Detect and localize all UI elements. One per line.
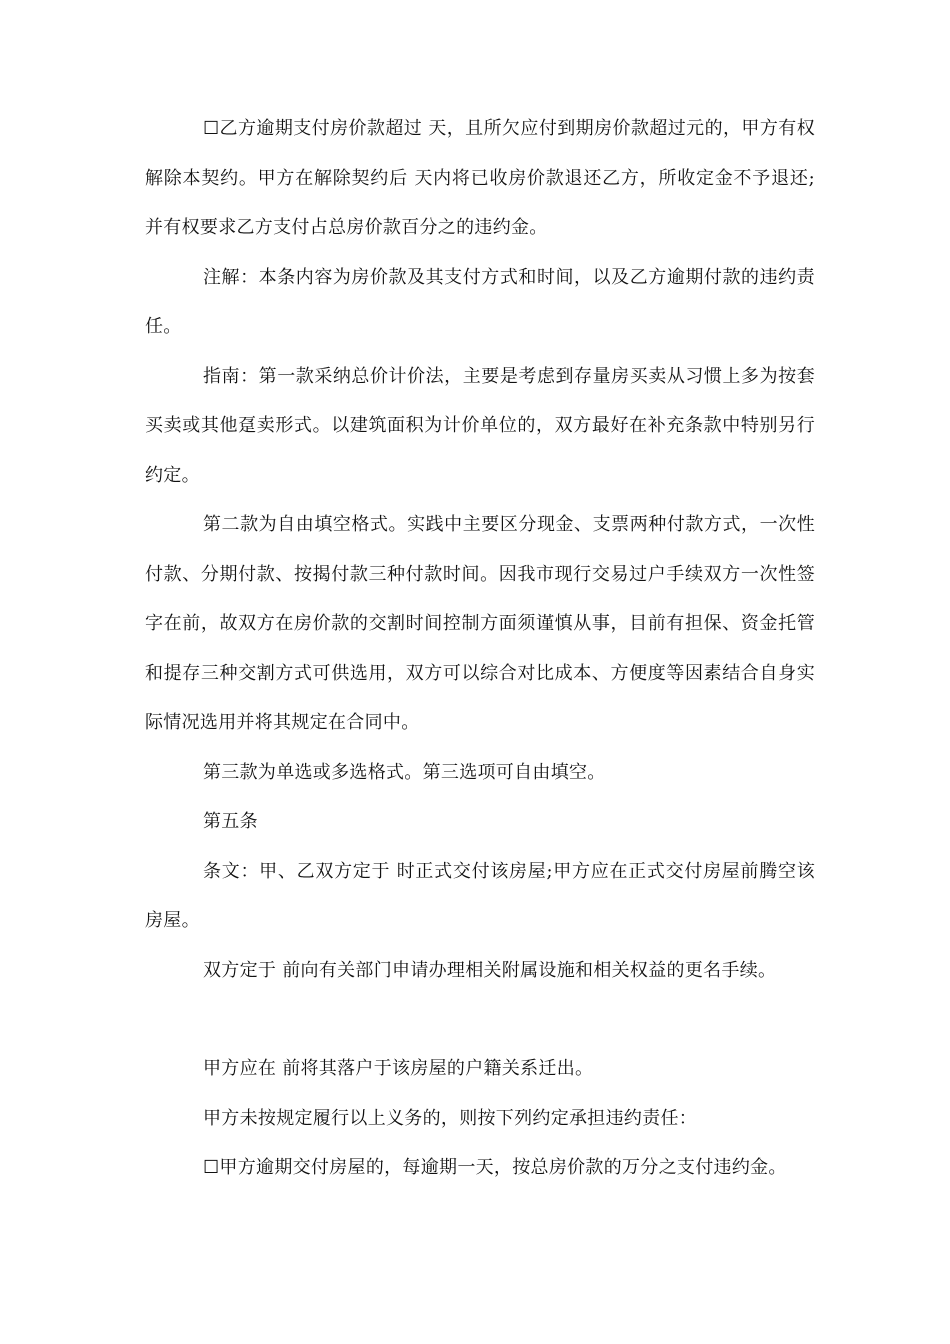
article-heading: 第五条 [203, 811, 258, 832]
paragraph-article-text: 条文：甲、乙双方定于 时正式交付该房屋;甲方应在正式交付房屋前腾空该房屋。 [145, 860, 815, 931]
paragraph-rename-procedure: 双方定于 前向有关部门申请办理相关附属设施和相关权益的更名手续。 [203, 959, 777, 981]
document-body [145, 104, 815, 1193]
spacer [145, 995, 815, 1044]
paragraph-liability-intro: 甲方未按规定履行以上义务的，则按下列约定承担违约责任： [203, 1107, 698, 1129]
paragraph-late-payment-clause: ☐乙方逾期支付房价款超过 天，且所欠应付到期房价款超过元的，甲方有权解除本契约。甲方在解除契约后 天内将已收房价款退还乙方，所收定金不予退还;并有权要求乙方支付占总房价款百分之的违约金。 [145, 118, 815, 238]
paragraph-late-delivery-clause: ☐甲方逾期交付房屋的，每逾期一天，按总房价款的万分之支付违约金。 [203, 1157, 787, 1178]
paragraph-household-registration: 甲方应在 前将其落户于该房屋的户籍关系迁出。 [203, 1058, 594, 1079]
paragraph-guide-clause-1: 指南：第一款采纳总价计价法，主要是考虑到存量房买卖从习惯上多为按套买卖或其他趸卖形式。以建筑面积为计价单位的，双方最好在补充条款中特别另行约定。 [145, 365, 815, 486]
paragraph-guide-clause-2: 第二款为自由填空格式。实践中主要区分现金、支票两种付款方式，一次性付款、分期付款、按揭付款三种付款时间。因我市现行交易过户手续双方一次性签字在前，故双方在房价款的交割时间控制方面须谨慎从事，目前有担保、资金托管和提存三种交割方式可供选用，双方可以综合对比成本、方便度等因素结合自身实际情况选用并将其规定在合同中。 [145, 514, 815, 733]
paragraph-guide-clause-3: 第三款为单选或多选格式。第三选项可自由填空。 [203, 761, 606, 783]
paragraph-annotation: 注解：本条内容为房价款及其支付方式和时间，以及乙方逾期付款的违约责任。 [145, 266, 815, 337]
